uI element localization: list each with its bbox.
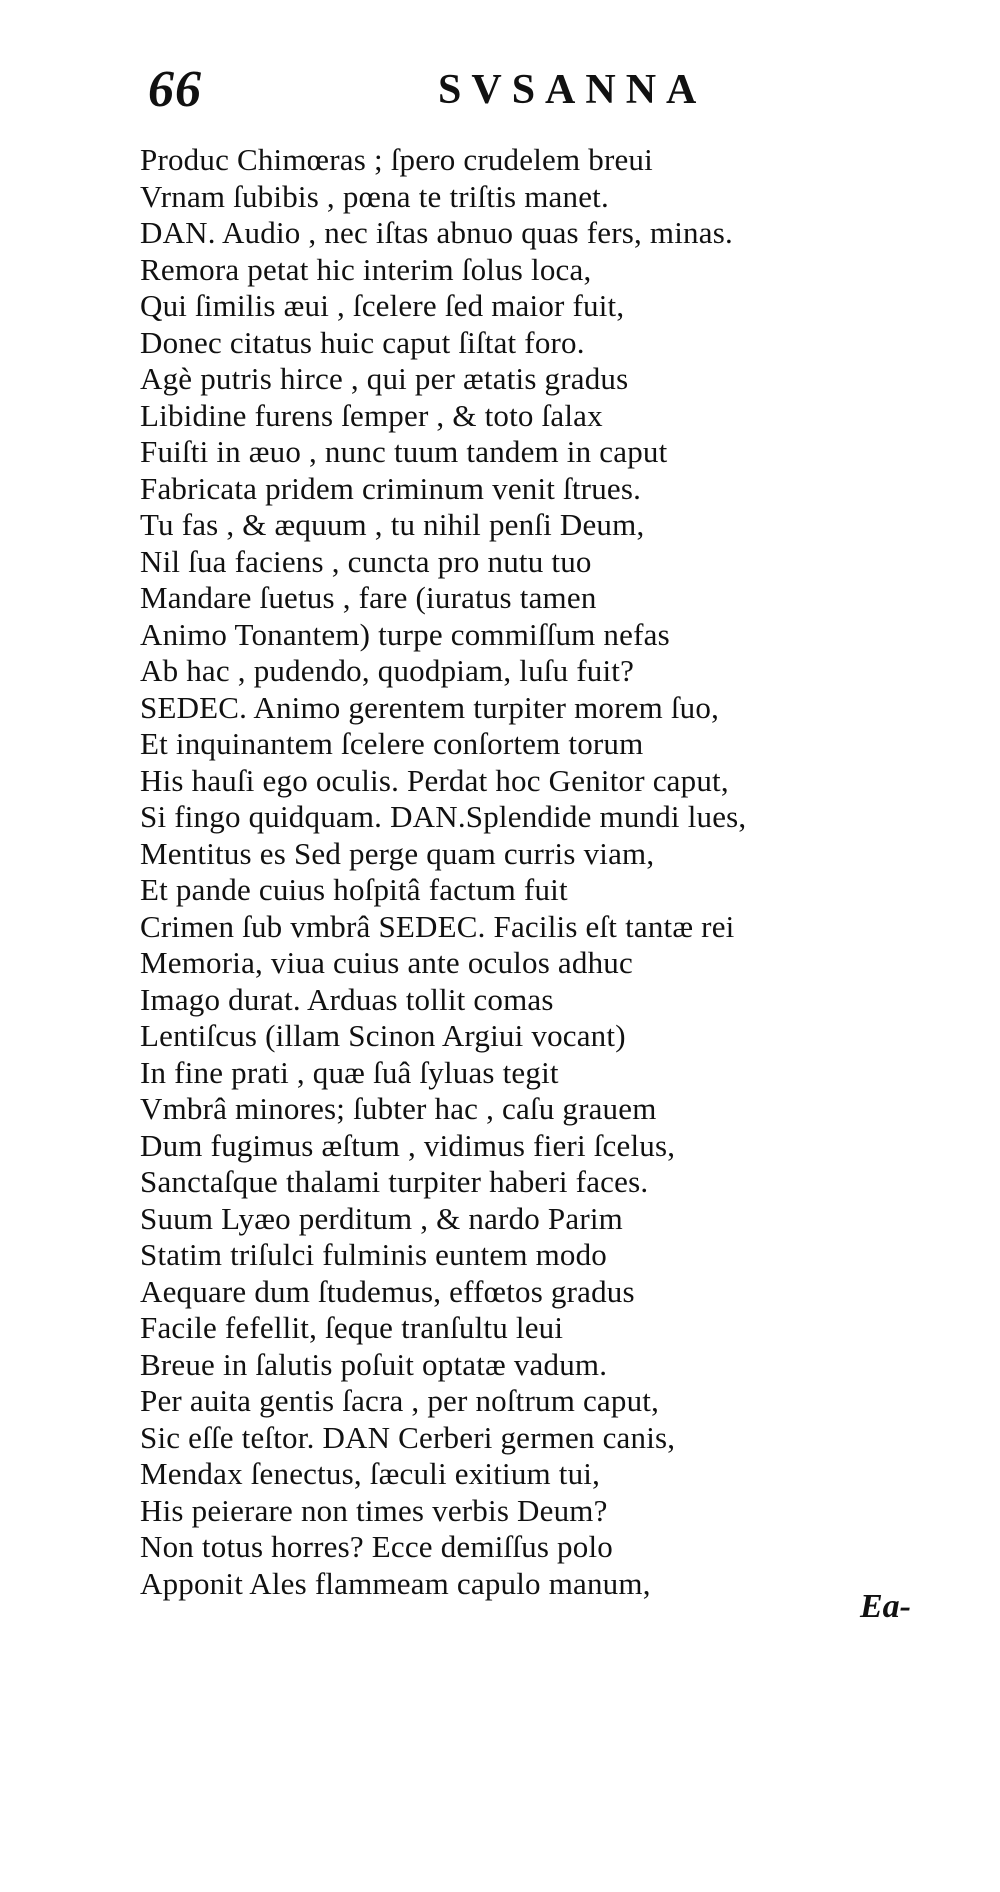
verse-line: Suum Lyæo perditum , & nardo Parim	[140, 1200, 623, 1236]
verse-line: Mentitus es Sed perge quam curris viam,	[140, 835, 655, 871]
page-header	[148, 60, 788, 130]
verse-block	[140, 142, 900, 1602]
verse-line: In fine prati , quæ ſuâ ſyluas tegit	[140, 1054, 559, 1090]
verse-line: Per auita gentis ſacra , per noſtrum caput,	[140, 1383, 660, 1418]
verse-line: Imago durat. Arduas tollit comas	[140, 981, 554, 1017]
verse-line: Fuiſti in æuo , nunc tuum tandem in caput	[140, 434, 668, 469]
verse-line: Non totus horres? Ecce demiſſus polo	[140, 1529, 613, 1564]
verse-line: Dum fugimus æſtum , vidimus fieri ſcelus,	[140, 1127, 676, 1163]
running-head: SVSANNA	[438, 67, 707, 113]
verse-line: DAN. Audio , nec iſtas abnuo quas fers, minas.	[140, 215, 733, 250]
verse-line: Vmbrâ minores; ſubter hac , caſu grauem	[140, 1091, 657, 1126]
verse-line: Aequare dum ſtudemus, effœtos gradus	[140, 1273, 635, 1309]
verse-line: Facile fefellit, ſeque tranſultu leui	[140, 1310, 564, 1345]
verse-line: Crimen ſub vmbrâ SEDEC. Facilis eſt tantæ rei	[140, 908, 735, 944]
verse-line: Et inquinantem ſcelere conſortem torum	[140, 726, 644, 761]
verse-line: His hauſi ego oculis. Perdat hoc Genitor caput,	[140, 762, 729, 798]
verse-line: Remora petat hic interim ſolus loca,	[140, 251, 592, 287]
verse-line: Nil ſua faciens , cuncta pro nutu tuo	[140, 543, 592, 579]
verse-line: Agè putris hirce , qui per ætatis gradus	[140, 361, 629, 396]
verse-line: Breue in ſalutis poſuit optatæ vadum.	[140, 1346, 608, 1382]
verse-line: Sanctaſque thalami turpiter haberi faces.	[140, 1164, 649, 1199]
verse-line: SEDEC. Animo gerentem turpiter morem ſuo,	[140, 689, 720, 725]
verse-line: Qui ſimilis æui , ſcelere ſed maior fuit,	[140, 288, 625, 323]
catchword: Ea-	[860, 1588, 911, 1625]
verse-line: Et pande cuius hoſpitâ factum fuit	[140, 872, 568, 907]
verse-line: Produc Chimœras ; ſpero crudelem breui	[140, 142, 653, 177]
verse-line: Donec citatus huic caput ſiſtat foro.	[140, 324, 585, 360]
verse-line: Mendax ſenectus, ſæculi exitium tui,	[140, 1456, 601, 1491]
verse-line: Vrnam ſubibis , pœna te triſtis manet.	[140, 178, 609, 214]
verse-line: Statim triſulci fulminis euntem modo	[140, 1237, 607, 1272]
verse-line: Libidine furens ſemper , & toto ſalax	[140, 397, 603, 433]
verse-line: Tu fas , & æquum , tu nihil penſi Deum,	[140, 507, 645, 542]
verse-line: Mandare ſuetus , fare (iuratus tamen	[140, 580, 597, 615]
verse-line: Si fingo quidquam. DAN.Splendide mundi lues,	[140, 799, 747, 834]
verse-line: Apponit Ales flammeam capulo manum,	[140, 1565, 651, 1601]
verse-line: Memoria, viua cuius ante oculos adhuc	[140, 945, 633, 980]
verse-line: Animo Tonantem) turpe commiſſum nefas	[140, 616, 670, 652]
verse-line: Sic eſſe teſtor. DAN Cerberi germen canis,	[140, 1419, 676, 1455]
verse-line: Ab hac , pudendo, quodpiam, luſu fuit?	[140, 653, 635, 688]
verse-line: Lentiſcus (illam Scinon Argiui vocant)	[140, 1018, 626, 1053]
verse-line: Fabricata pridem criminum venit ſtrues.	[140, 470, 642, 506]
verse-line: His peierare non times verbis Deum?	[140, 1492, 608, 1528]
page-number: 66	[148, 61, 202, 118]
